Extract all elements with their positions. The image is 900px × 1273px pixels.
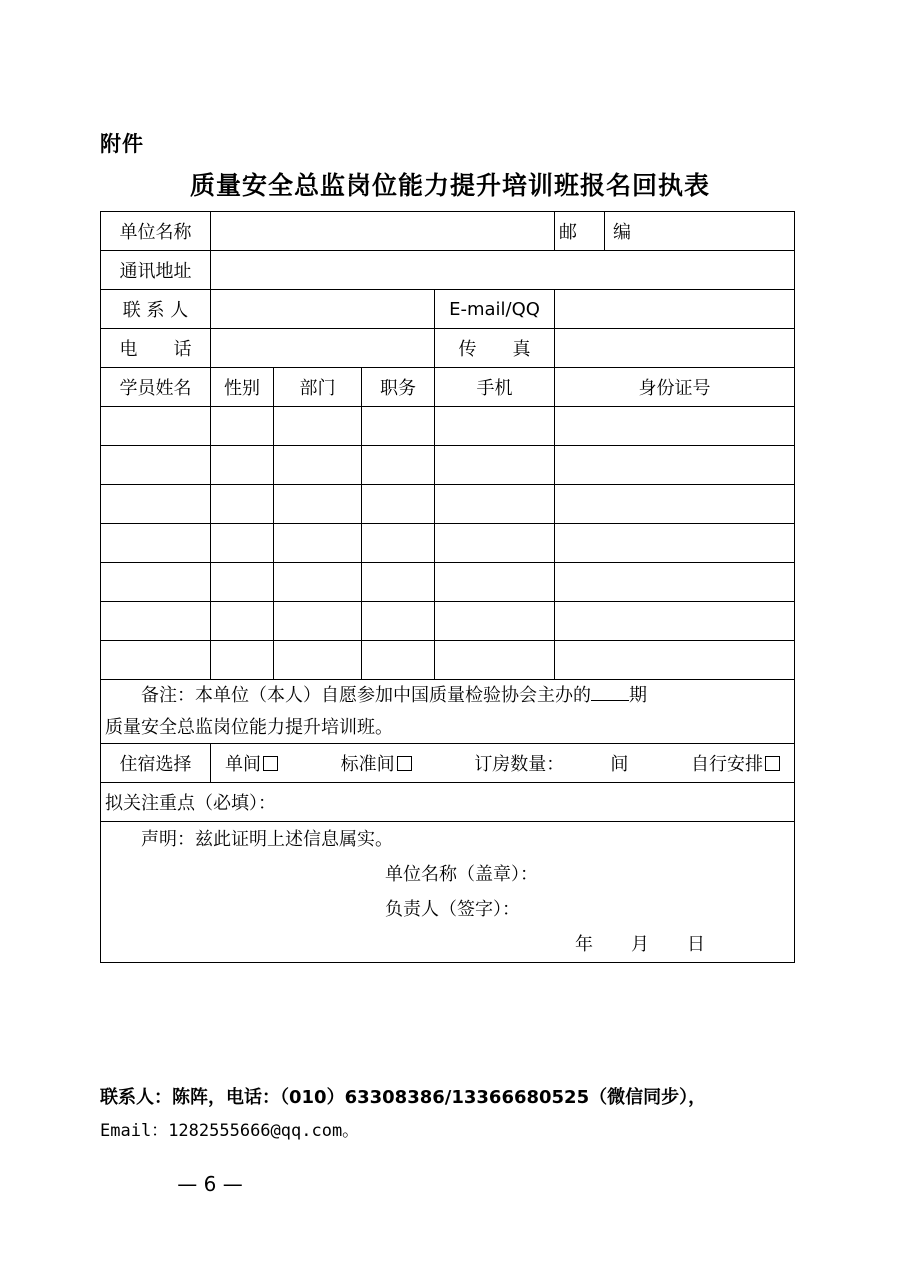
table-row-phone [101,329,795,368]
declaration-unit-seal[interactable]: 单位名称（盖章）： [385,864,538,886]
student-department-input[interactable] [274,641,362,680]
table-row [101,563,795,602]
table-row-unit-name [101,212,795,251]
unit-name-input[interactable] [211,212,555,251]
student-position-input[interactable] [362,407,435,446]
contact-person-label: 联 系 人 [101,290,211,329]
postcode-label: 邮 编 [555,212,605,251]
student-gender-input[interactable] [211,602,274,641]
lodging-standard-label: 标准间 [340,754,395,775]
student-name-input[interactable] [101,485,211,524]
self-arrange-checkbox[interactable] [765,756,780,771]
student-gender-input[interactable] [211,524,274,563]
student-gender-input[interactable] [211,446,274,485]
table-header-students [101,368,795,407]
email-qq-label: E-mail/QQ [435,290,555,329]
student-id-input[interactable] [555,602,795,641]
note-cell [101,680,795,744]
student-position-input[interactable] [362,524,435,563]
attachment-label: 附件 [100,132,144,156]
student-department-input[interactable] [274,446,362,485]
student-mobile-input[interactable] [435,446,555,485]
lodging-single-label: 单间 [225,754,261,775]
header-id-number: 身份证号 [555,368,795,407]
table-row [101,641,795,680]
note-line-1-prefix: 备注：本单位（本人）自愿参加中国质量检验协会主办的 [141,685,591,706]
student-position-input[interactable] [362,485,435,524]
student-department-input[interactable] [274,563,362,602]
student-gender-input[interactable] [211,485,274,524]
table-row-contact [101,290,795,329]
table-row [101,485,795,524]
declaration-signature[interactable]: 负责人（签字）： [385,899,520,921]
student-position-input[interactable] [362,602,435,641]
footer-email-label: Email： [100,1121,169,1142]
note-line-1-suffix: 期 [629,685,647,706]
footer-email-line [100,1114,860,1147]
lodging-single-option[interactable] [225,750,278,776]
student-mobile-input[interactable] [435,524,555,563]
student-name-input[interactable] [101,602,211,641]
room-unit-label: 间 [610,754,629,775]
header-mobile: 手机 [435,368,555,407]
date-month-label: 月 [631,934,651,956]
student-id-input[interactable] [555,563,795,602]
note-line-1 [105,680,790,712]
phone-label: 电 话 [101,329,211,368]
student-name-input[interactable] [101,641,211,680]
student-id-input[interactable] [555,485,795,524]
student-mobile-input[interactable] [435,602,555,641]
student-position-input[interactable] [362,446,435,485]
note-line-2: 质量安全总监岗位能力提升培训班。 [105,716,393,738]
registration-form-table [100,211,795,963]
student-gender-input[interactable] [211,407,274,446]
student-mobile-input[interactable] [435,641,555,680]
lodging-room-count[interactable] [474,750,628,776]
date-year-label: 年 [575,934,595,956]
student-name-input[interactable] [101,407,211,446]
student-position-input[interactable] [362,563,435,602]
header-department: 部门 [274,368,362,407]
student-gender-input[interactable] [211,563,274,602]
address-label: 通讯地址 [101,251,211,290]
footer-email-value: 1282555666@qq.com。 [168,1121,360,1142]
student-mobile-input[interactable] [435,563,555,602]
focus-cell[interactable] [101,783,795,822]
student-mobile-input[interactable] [435,407,555,446]
table-row-lodging [101,744,795,783]
lodging-options-cell [211,744,795,783]
table-row [101,446,795,485]
page-number: — 6 — [177,1172,243,1196]
student-department-input[interactable] [274,602,362,641]
table-row-note [101,680,795,744]
postcode-input[interactable] [605,212,795,251]
self-arrange-label: 自行安排 [690,754,763,775]
student-id-input[interactable] [555,446,795,485]
student-id-input[interactable] [555,524,795,563]
student-department-input[interactable] [274,485,362,524]
table-row-declaration [101,822,795,963]
unit-name-label: 单位名称 [101,212,211,251]
note-blank-underline[interactable] [591,700,629,701]
footer-contact-block [100,1081,860,1148]
student-id-input[interactable] [555,407,795,446]
lodging-standard-option[interactable] [341,750,412,776]
header-gender: 性别 [211,368,274,407]
student-name-input[interactable] [101,524,211,563]
student-gender-input[interactable] [211,641,274,680]
phone-input[interactable] [211,329,435,368]
lodging-label: 住宿选择 [101,744,211,783]
declaration-statement: 声明：兹此证明上述信息属实。 [141,829,393,850]
fax-input[interactable] [555,329,795,368]
table-row-focus [101,783,795,822]
room-count-label: 订房数量： [474,754,565,775]
student-department-input[interactable] [274,407,362,446]
student-id-input[interactable] [555,641,795,680]
page-title: 质量安全总监岗位能力提升培训班报名回执表 [189,171,710,200]
student-mobile-input[interactable] [435,485,555,524]
table-row [101,602,795,641]
student-name-input[interactable] [101,446,211,485]
declaration-cell [101,822,795,963]
address-input[interactable] [211,251,795,290]
header-student-name: 学员姓名 [101,368,211,407]
fax-label: 传 真 [435,329,555,368]
focus-label: 拟关注重点（必填）： [105,793,276,814]
student-position-input[interactable] [362,641,435,680]
declaration-date[interactable] [105,927,790,962]
table-row [101,407,795,446]
student-department-input[interactable] [274,524,362,563]
footer-contact-line: 联系人：陈阵，电话：（010）63308386/13366680525（微信同步）， [100,1087,707,1108]
date-day-label: 日 [687,934,707,956]
lodging-single-checkbox[interactable] [263,756,278,771]
table-row-address [101,251,795,290]
table-row [101,524,795,563]
lodging-standard-checkbox[interactable] [397,756,412,771]
lodging-self-arrange-option[interactable] [691,750,780,776]
contact-person-input[interactable] [211,290,435,329]
student-name-input[interactable] [101,563,211,602]
email-qq-input[interactable] [555,290,795,329]
header-position: 职务 [362,368,435,407]
